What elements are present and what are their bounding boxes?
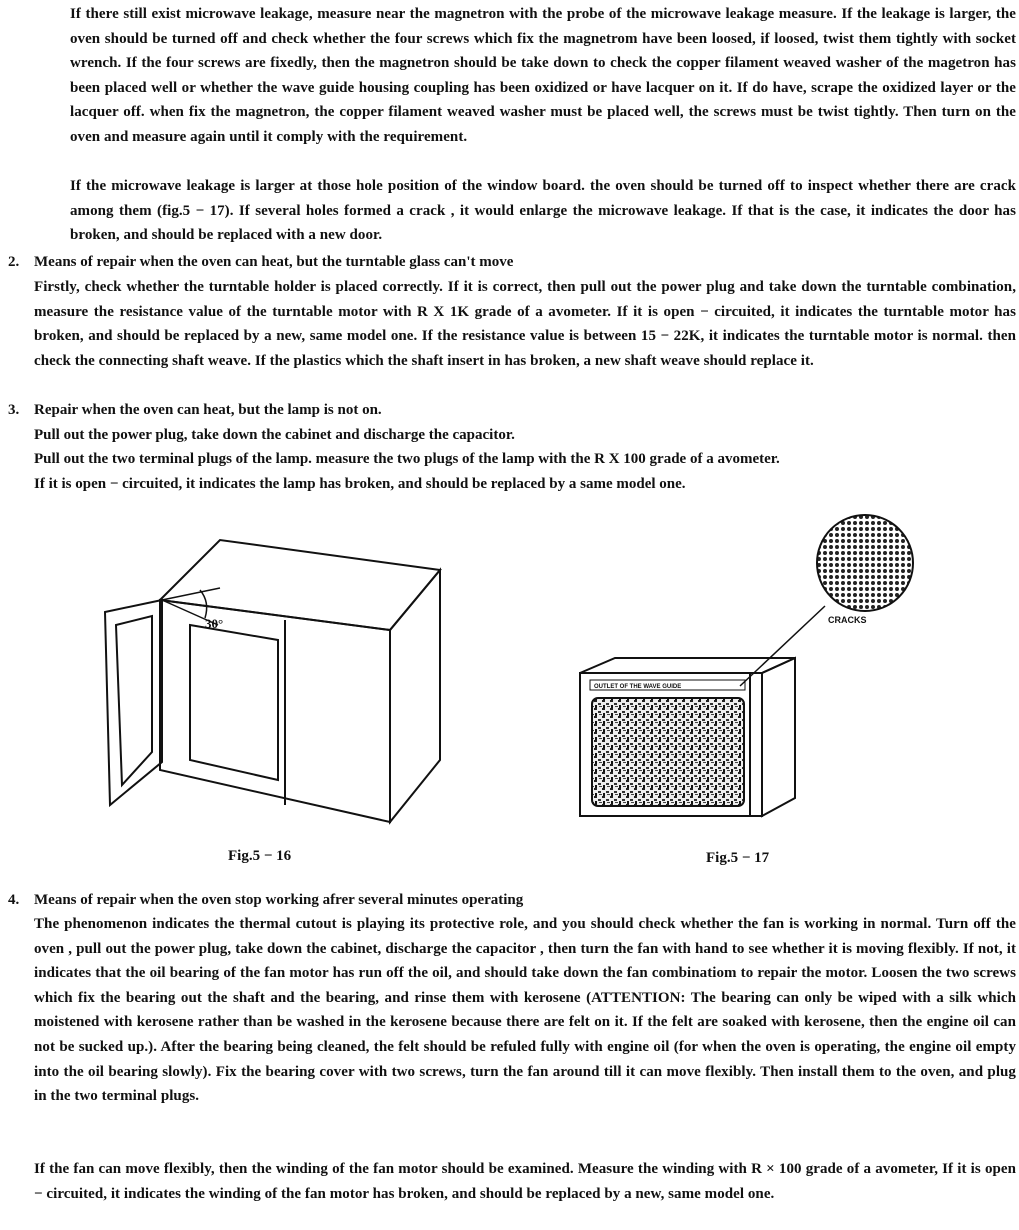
paragraph-window-leakage: If the microwave leakage is larger at those hole position of the window board. the oven should be turned off to inspect whether there are crack among them (fig.5 − 17). If several holes formed a crack , it would enlarge the microwave leakage. If that is the case, it indicates the door has broken, and should be replaced with a new door. — [70, 178, 1016, 244]
item-2-body: Firstly, check whether the turntable holder is placed correctly. If it is correct, then pull out the power plug and take down the turntable combination, measure the resistance value of the turntable motor with R X 1K grade of a avometer. If it is open − circuited, it indicates the turntable motor has broken, and should be replaced by a new, same model one. If the resistance value is between 15 − 22K, it indicates the turntable motor is normal. then check the connecting shaft weave. If the plastics which the shaft insert in has broken, a new shaft weave should replace it. — [34, 279, 1016, 369]
caption-fig-5-16: Fig.5 − 16 — [228, 848, 292, 864]
item-3-line-3: If it is open − circuited, it indicates the lamp has broken, and should be replaced by a same model one. — [34, 476, 686, 492]
figure-oven-door-open — [100, 530, 450, 830]
item-3-line-1: Pull out the power plug, take down the cabinet and discharge the capacitor. — [34, 427, 515, 443]
item-3-line-2: Pull out the two terminal plugs of the lamp. measure the two plugs of the lamp with the R X 100 grade of a avometer. — [34, 451, 780, 467]
oven-top-face — [160, 540, 440, 630]
oven-door — [105, 600, 162, 805]
item-2-heading: Means of repair when the oven can heat, but the turntable glass can't move — [34, 254, 514, 270]
oven-front-face — [160, 600, 390, 822]
magnified-mesh-circle — [817, 515, 913, 611]
oven-side-face — [390, 570, 440, 822]
item-2-number: 2. — [8, 254, 20, 270]
paragraph-magnetron-leakage: If there still exist microwave leakage, measure near the magnetron with the probe of the microwave leakage measure. If the leakage is larger, the oven should be turned off and check whether the four screws which fix the magnetrom have been loosed, if loosed, twist them tightly with socket wrench. If the four screws are fixedly, then the magnetron should be take down to check the copper filament weaved washer of the magetron has been placed well or whether the wave guide housing coupling has been oxidized or have lacquer on it. If do have, scrape the oxidized layer or the lacquer off. when fix the magnetron, the copper filament weaved washer must be placed well, the screws must be twist tightly. Then turn on the oven and measure again until it comply with the requirement. — [70, 6, 1016, 145]
door-window-mesh — [592, 698, 744, 806]
item-4-number: 4. — [8, 892, 20, 908]
item-4-heading-row — [8, 888, 1014, 913]
oven-right-side — [762, 658, 795, 816]
cracks-label: CRACKS — [828, 615, 867, 625]
item-3-heading: Repair when the oven can heat, but the lamp is not on. — [34, 402, 382, 418]
item-4-body-fan-winding: If the fan can move flexibly, then the winding of the fan motor should be examined. Measure the winding with R × 100 grade of a avometer, If it is open − circuited, it indicates the winding of the fan motor has broken, and should be replaced by a new, same model one. — [34, 1161, 1016, 1202]
item-2-heading-row — [8, 250, 1014, 275]
caption-fig-5-17: Fig.5 − 17 — [706, 850, 770, 866]
item-3-number: 3. — [8, 402, 20, 418]
oven-cavity — [190, 625, 278, 780]
item-4-heading: Means of repair when the oven stop working afrer several minutes operating — [34, 892, 524, 908]
item-4-body-fan-bearing: The phenomenon indicates the thermal cutout is playing its protective role, and you should check whether the fan is working in normal. Turn off the oven , pull out the power plug, take down the cabinet, discharge the capacitor , then turn the fan with hand to see whether it is moving flexibly. If not, it indicates that the oil bearing of the fan motor has run off the oil, and should take down the fan combinatiom to repair the motor. Loosen the two screws which fix the bearing out the shaft and the bearing, and rinse them with kerosene (ATTENTION: The bearing can only be wiped with a silk which moistened with kerosene rather than be washed in the kerosene because there are felt on it. If the felt are soaked with kerosene, then the engine oil can not be sucked up.). After the bearing being cleaned, the felt should be refuled fully with engine oil (for when the oven is operating, the engine oil empty into the oil bearing slowly). Fix the bearing cover with two screws, turn the fan around till it can move flexibly. Then install them to the oven, and plug in the two terminal plugs. — [34, 916, 1016, 1105]
item-3-heading-row — [8, 398, 1014, 423]
figure-window-cracks — [570, 508, 930, 828]
angle-label: 30° — [205, 616, 224, 631]
panel-label: OUTLET OF THE WAVE GUIDE — [594, 684, 682, 690]
